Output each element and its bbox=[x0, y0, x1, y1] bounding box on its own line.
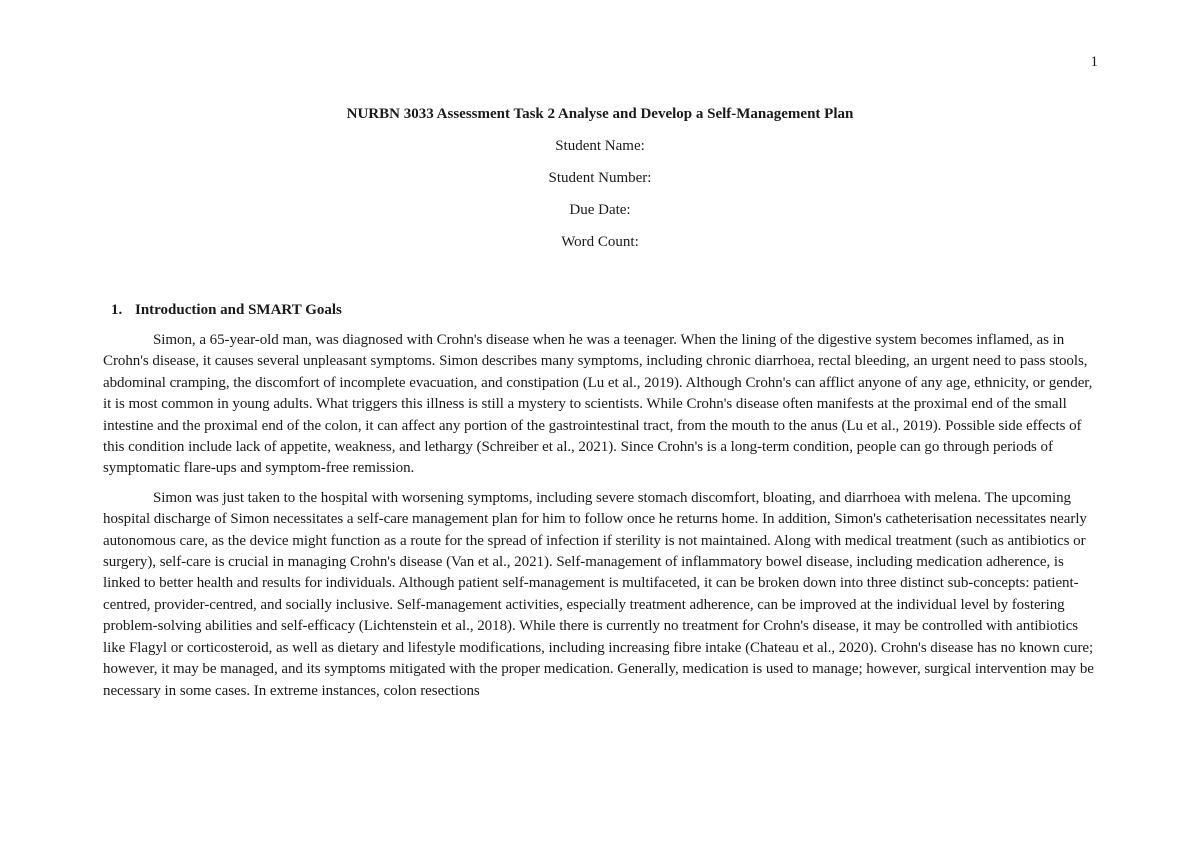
student-number-line: Student Number: bbox=[548, 170, 652, 186]
section-heading bbox=[103, 300, 1100, 320]
section-heading-text: Introduction and SMART Goals bbox=[135, 302, 342, 318]
paragraph-1: Simon, a 65-year-old man, was diagnosed with Crohn's disease when he was a teenager. When the lining of the digestive system becomes inflamed, as in Crohn's disease, it causes several unpleasant symptoms. Simon describes many symptoms, including chronic diarrhoea, rectal bleeding, an urgent need to pass stools, abdominal cramping, the discomfort of incomplete evacuation, and constipation (Lu et al., 2019). Although Crohn's can afflict anyone of any age, ethnicity, or gender, it is most common in young adults. What triggers this illness is still a mystery to scientists. While Crohn's disease often manifests at the proximal end of the small intestine and the proximal end of the colon, it can affect any portion of the gastrointestinal tract, from the mouth to the anus (Lu et al., 2019). Possible side effects of this condition include lack of appetite, weakness, and lethargy (Schreiber et al., 2021). Since Crohn's is a long-term condition, people can go through periods of symptomatic flare-ups and symptom-free remission. bbox=[103, 332, 1093, 477]
title-block bbox=[0, 104, 1200, 264]
section-number: 1. bbox=[111, 302, 123, 318]
page-number: 1 bbox=[1090, 54, 1098, 70]
section-introduction bbox=[103, 300, 1100, 710]
document-title: NURBN 3033 Assessment Task 2 Analyse and Develop a Self-Management Plan bbox=[346, 106, 854, 122]
paragraph-2: Simon was just taken to the hospital with worsening symptoms, including severe stomach discomfort, bloating, and diarrhoea with melena. The upcoming hospital discharge of Simon necessitates a self-care management plan for him to follow once he returns home. In addition, Simon's catheterisation necessitates nearly autonomous care, as the device might function as a route for the spread of infection if sterility is not maintained. Along with medical treatment (such as antibiotics or surgery), self-care is crucial in managing Crohn's disease (Van et al., 2021). Self-management of inflammatory bowel disease, including medication adherence, is linked to better health and results for individuals. Although patient self-management is multifaceted, it can be broken down into three distinct sub-concepts: patient-centred, provider-centred, and socially inclusive. Self-management activities, especially treatment adherence, can be improved at the individual level by fostering problem-solving abilities and self-efficacy (Lichtenstein et al., 2018). While there is currently no treatment for Crohn's disease, it may be controlled with antibiotics like Flagyl or corticosteroid, as well as dietary and lifestyle modifications, including increasing fibre intake (Chateau et al., 2020). Crohn's disease has no known cure; however, it may be managed, and its symptoms mitigated with the proper medication. Generally, medication is used to manage; however, surgical intervention may be necessary in some cases. In extreme instances, colon resections bbox=[103, 489, 1094, 699]
due-date-line: Due Date: bbox=[569, 202, 631, 218]
word-count-line: Word Count: bbox=[561, 234, 639, 250]
student-name-line: Student Name: bbox=[555, 138, 645, 154]
